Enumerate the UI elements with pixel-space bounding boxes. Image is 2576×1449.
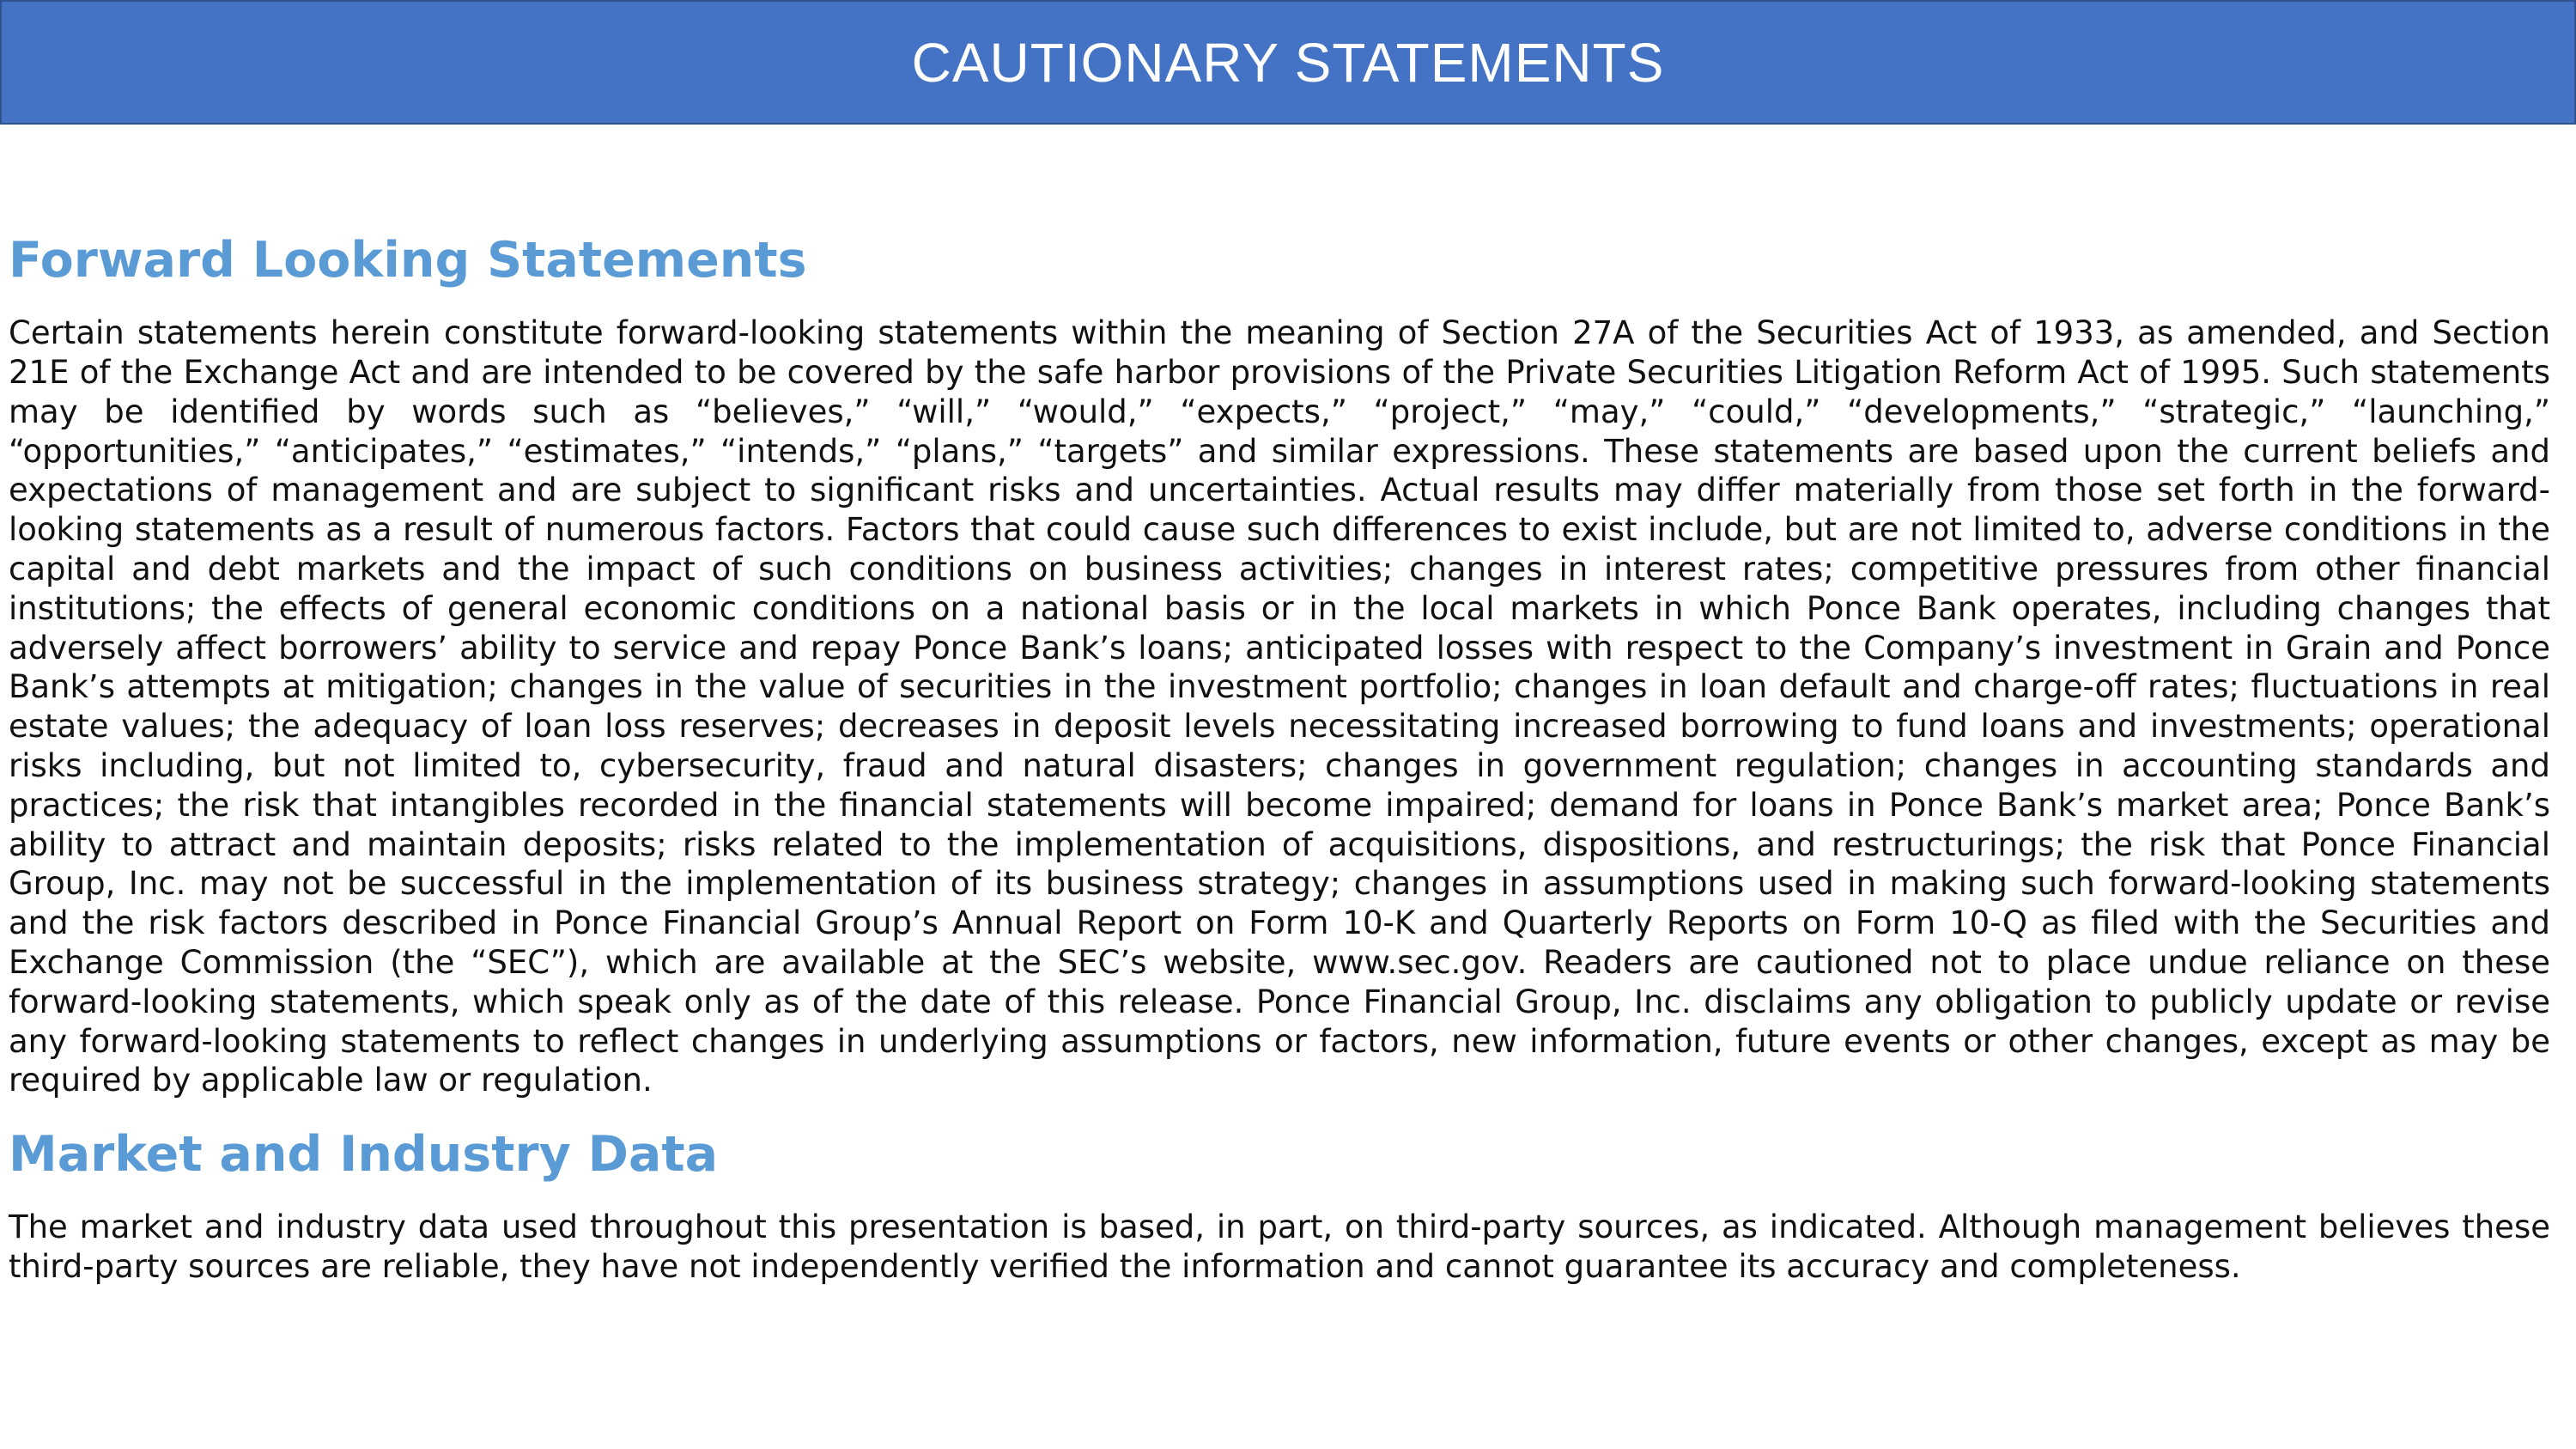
forward-looking-body: Certain statements herein constitute forward-looking statements within the meaning of Section 27A of the Securities Act of 1933, as amended, and Section 21E of the Exchange Act and are intended to be covered by the safe harbor provisions of the Private Securities Litigation Reform Act of 1995. Such statements may be identified by words such as “believes,” “will,” “would,” “expects,” “project,” “may,” “could,” “developments,” “strategic,” “launching,” “opportunities,” “anticipates,” “estimates,” “intends,” “plans,” “targets” and similar expressions. These statements are based upon the current beliefs and expectations of management and are subject to significant risks and uncertainties. Actual results may differ materially from those set forth in the forward-looking statements as a result of numerous factors. Factors that could cause such differences to exist include, but are not limited to, adverse conditions in the capital and debt markets and the impact of such conditions on business activities; changes in interest rates; competitive pressures from other financial institutions; the effects of general economic conditions on a national basis or in the local markets in which Ponce Bank operates, including changes that adversely affect borrowers’ ability to service and repay Ponce Bank’s loans; anticipated losses with respect to the Company’s investment in Grain and Ponce Bank’s attempts at mitigation; changes in the value of securities in the investment portfolio; changes in loan default and charge-off rates; fluctuations in real estate values; the adequacy of loan loss reserves; decreases in deposit levels necessitating increased borrowing to fund loans and investments; operational risks including, but not limited to, cybersecurity, fraud and natural disasters; changes in government regulation; changes in accounting standards and practices; the risk that intangibles recorded in the financial statements will become impaired; demand for loans in Ponce Bank’s market area; Ponce Bank’s ability to attract and maintain deposits; risks related to the implementation of acquisitions, dispositions, and restructurings; the risk that Ponce Financial Group, Inc. may not be successful in the implementation of its business strategy; changes in assumptions used in making such forward-looking statements and the risk factors described in Ponce Financial Group’s Annual Report on Form 10-K and Quarterly Reports on Form 10-Q as filed with the Securities and Exchange Commission (the “SEC”), which are available at the SEC’s website, www.sec.gov. Readers are cautioned not to place undue reliance on these forward-looking statements, which speak only as of the date of this release. Ponce Financial Group, Inc. disclaims any obligation to publicly update or revise any forward-looking statements to reflect changes in underlying assumptions or factors, new information, future events or other changes, except as may be required by applicable law or regulation.	[9, 314, 2550, 1099]
section-heading-forward-looking: Forward Looking Statements	[9, 232, 807, 289]
section-heading-market-data: Market and Industry Data	[9, 1126, 719, 1184]
page-title: CAUTIONARY STATEMENTS	[911, 31, 1665, 94]
content-area	[9, 230, 2550, 1287]
market-data-body: The market and industry data used throughout this presentation is based, in part, on third-party sources, as indicated. Although management believes these third-party sources are reliable, they have not independently verified the information and cannot guarantee its accuracy and completeness.	[9, 1209, 2550, 1286]
header-bar	[0, 0, 2576, 125]
section-spacer	[9, 1100, 2550, 1124]
